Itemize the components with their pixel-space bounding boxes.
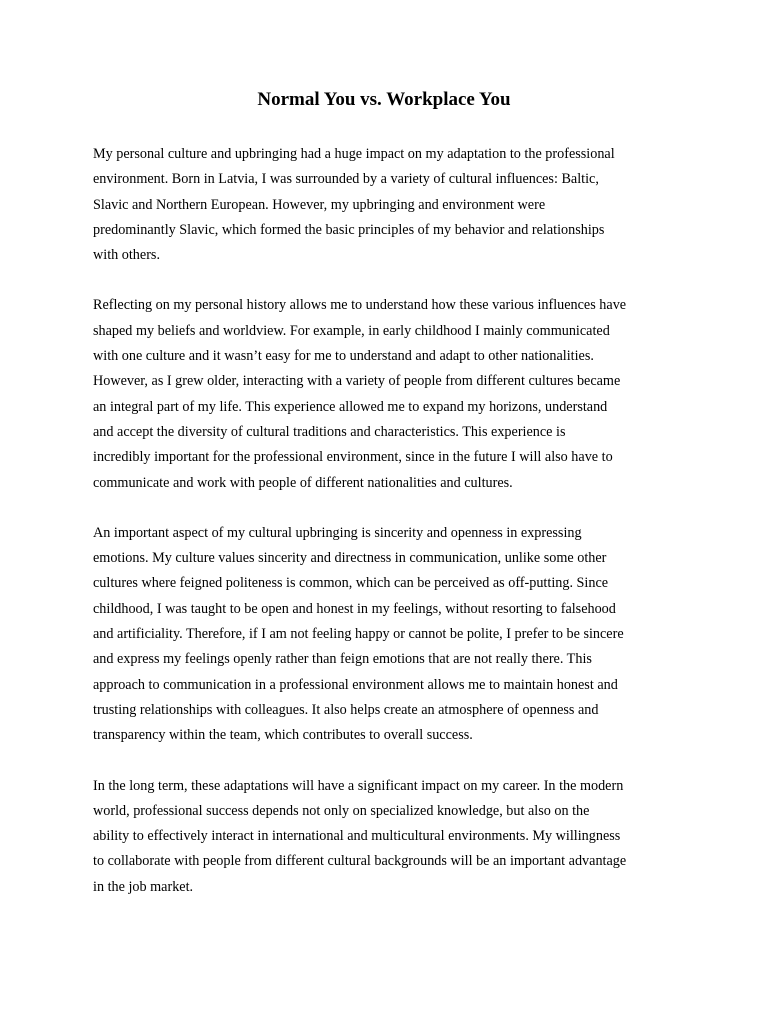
text-line: with one culture and it wasn’t easy for me to understand and adapt to other nationalities. <box>93 348 594 365</box>
text-line: and express my feelings openly rather than feign emotions that are not really there. This <box>93 651 592 668</box>
text-line: and accept the diversity of cultural traditions and characteristics. This experience is <box>93 423 566 440</box>
text-line: In the long term, these adaptations will have a significant impact on my career. In the modern <box>93 777 624 794</box>
text-line: My personal culture and upbringing had a huge impact on my adaptation to the professional <box>93 146 615 162</box>
text-line: Reflecting on my personal history allows me to understand how these various influences have <box>93 297 627 314</box>
document-title: Normal You vs. Workplace You <box>257 89 511 110</box>
text-line: incredibly important for the professional environment, since in the future I will also have to <box>93 449 613 466</box>
text-line: transparency within the team, which contributes to overall success. <box>93 727 473 744</box>
text-line: in the job market. <box>93 878 194 895</box>
text-line: and artificiality. Therefore, if I am not feeling happy or cannot be polite, I prefer to be sincere <box>93 626 624 643</box>
paragraph-upbringing <box>93 142 683 268</box>
text-line: shaped my beliefs and worldview. For example, in early childhood I mainly communicated <box>93 322 610 339</box>
text-line: communicate and work with people of different nationalities and cultures. <box>93 474 513 491</box>
text-line: to collaborate with people from different cultural backgrounds will be an important advantage <box>93 853 627 870</box>
document-body <box>93 142 683 925</box>
text-line: Slavic and Northern European. However, my upbringing and environment were <box>93 196 546 213</box>
text-line: an integral part of my life. This experience allowed me to expand my horizons, understand <box>93 398 608 415</box>
text-line: with others. <box>93 247 160 264</box>
paragraph-personal-history <box>93 293 683 495</box>
text-line: world, professional success depends not only on specialized knowledge, but also on the <box>93 802 590 819</box>
paragraph-sincerity <box>93 521 683 749</box>
text-line: approach to communication in a professional environment allows me to maintain honest and <box>93 676 618 693</box>
text-line: emotions. My culture values sincerity and directness in communication, unlike some other <box>93 550 607 567</box>
paragraph-career-impact <box>93 774 683 900</box>
text-line: childhood, I was taught to be open and honest in my feelings, without resorting to falsehood <box>93 600 616 617</box>
text-line: An important aspect of my cultural upbringing is sincerity and openness in expressing <box>93 524 582 541</box>
text-line: trusting relationships with colleagues. It also helps create an atmosphere of openness and <box>93 701 599 718</box>
text-line: ability to effectively interact in international and multicultural environments. My willingness <box>93 828 621 845</box>
text-line: However, as I grew older, interacting with a variety of people from different cultures became <box>93 373 621 390</box>
text-line: predominantly Slavic, which formed the basic principles of my behavior and relationships <box>93 221 605 238</box>
text-line: environment. Born in Latvia, I was surrounded by a variety of cultural influences: Baltic, <box>93 171 599 188</box>
text-line: cultures where feigned politeness is common, which can be perceived as off-putting. Since <box>93 575 609 592</box>
